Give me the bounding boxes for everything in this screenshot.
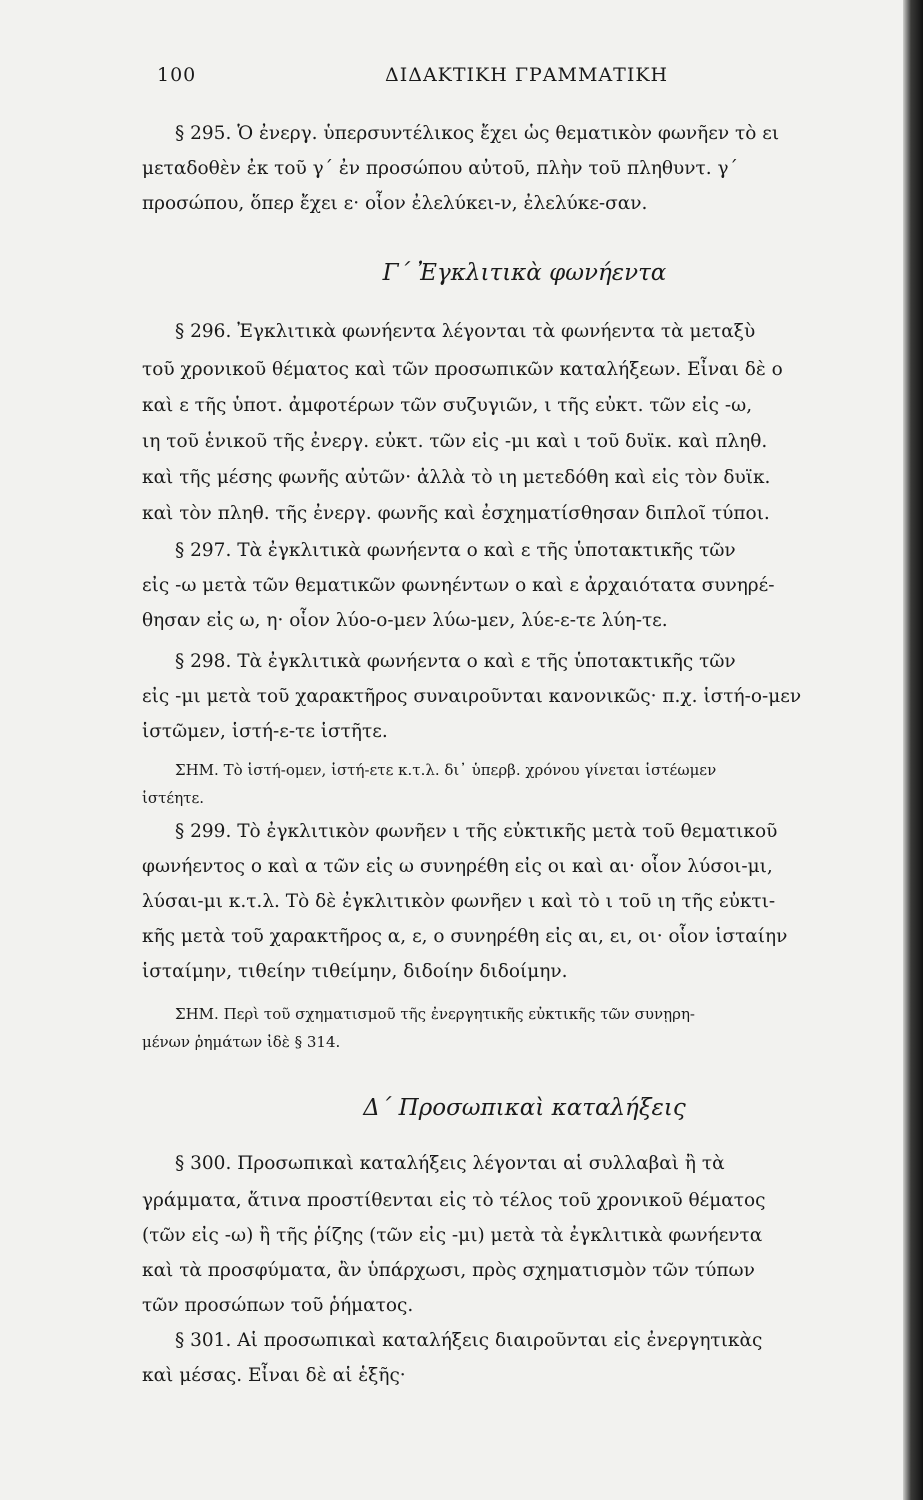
text-line: § 300. Προσωπικαὶ καταλήξεις λέγονται αἱ συλλαβαὶ ἢ τὰ (175, 1153, 725, 1174)
text-line: § 295. Ὁ ἐνεργ. ὑπερσυντέλικος ἔχει ὡς θεματικὸν φωνῆεν τὸ ει (175, 123, 780, 144)
text-line: ιη τοῦ ἑνικοῦ τῆς ἐνεργ. εὐκτ. τῶν εἰς -μι καὶ ι τοῦ δυϊκ. καὶ πληθ. (142, 431, 768, 452)
text-line: (τῶν εἰς -ω) ἢ τῆς ῥίζης (τῶν εἰς -μι) μετὰ τὰ ἐγκλιτικὰ φωνήεντα (142, 1225, 763, 1246)
text-line: φωνήεντος ο καὶ α τῶν εἰς ω συνηρέθη εἰς οι καὶ αι· οἷον λύσοι-μι, (142, 856, 773, 877)
page-number: 100 (157, 64, 197, 86)
text-line: καὶ μέσας. Εἶναι δὲ αἱ ἑξῆς· (142, 1365, 406, 1386)
section-heading-gamma: Γ΄ Ἐγκλιτικὰ φωνήεντα (382, 260, 667, 286)
text-line: ἱσταίμην, τιθείην τιθείμην, διδοίην διδοίμην. (142, 961, 568, 982)
text-line: κῆς μετὰ τοῦ χαρακτῆρος α, ε, ο συνηρέθη εἰς αι, ει, οι· οἷον ἱσταίην (142, 926, 788, 947)
text-line: ἱστῶμεν, ἱστή-ε-τε ἱστῆτε. (142, 721, 388, 742)
note-line: μένων ῥημάτων ἰδὲ § 314. (142, 1033, 341, 1051)
text-line: εἰς -ω μετὰ τῶν θεματικῶν φωνηέντων ο καὶ ε ἀρχαιότατα συνηρέ- (142, 575, 775, 596)
text-line: θησαν εἰς ω, η· οἷον λύο-ο-μεν λύω-μεν, λύε-ε-τε λύη-τε. (142, 610, 668, 631)
text-line: τοῦ χρονικοῦ θέματος καὶ τῶν προσωπικῶν καταλήξεων. Εἶναι δὲ ο (142, 359, 783, 380)
text-line: εἰς -μι μετὰ τοῦ χαρακτῆρος συναιροῦνται κανονικῶς· π.χ. ἱστή-ο-μεν (142, 686, 802, 707)
text-line: τῶν προσώπων τοῦ ῥήματος. (142, 1295, 414, 1316)
text-line: καὶ τὰ προσφύματα, ἂν ὑπάρχωσι, πρὸς σχηματισμὸν τῶν τύπων (142, 1260, 755, 1281)
text-line: § 298. Τὰ ἐγκλιτικὰ φωνήεντα ο καὶ ε τῆς ὑποτακτικῆς τῶν (175, 651, 736, 672)
note-line: ἱστέητε. (142, 789, 205, 807)
text-line: μεταδοθὲν ἐκ τοῦ γ΄ ἐν προσώπου αὐτοῦ, πλὴν τοῦ πληθυντ. γ΄ (142, 158, 738, 179)
text-line: καὶ τὸν πληθ. τῆς ἐνεργ. φωνῆς καὶ ἐσχηματίσθησαν διπλοῖ τύποι. (142, 503, 770, 524)
note-line: ΣΗΜ. Περὶ τοῦ σχηματισμοῦ τῆς ἐνεργητικῆς εὐκτικῆς τῶν συνῃρη- (175, 1005, 695, 1023)
text-line: γράμματα, ἅτινα προστίθενται εἰς τὸ τέλος τοῦ χρονικοῦ θέματος (142, 1190, 766, 1211)
running-title: ΔΙΔΑΚΤΙΚΗ ΓΡΑΜΜΑΤΙΚΗ (385, 64, 669, 86)
section-heading-delta: Δ΄ Προσωπικαὶ καταλήξεις (363, 1095, 686, 1121)
text-line: § 297. Τὰ ἐγκλιτικὰ φωνήεντα ο καὶ ε τῆς ὑποτακτικῆς τῶν (175, 540, 736, 561)
note-line: ΣΗΜ. Τὸ ἱστή-ομεν, ἱστή-ετε κ.τ.λ. δι᾽ ὑπερβ. χρόνου γίνεται ἱστέωμεν (175, 761, 717, 779)
text-line: § 301. Αἱ προσωπικαὶ καταλήξεις διαιροῦνται εἰς ἐνεργητικὰς (175, 1330, 763, 1351)
page-edge-shadow (903, 0, 923, 1500)
text-line: § 296. Ἐγκλιτικὰ φωνήεντα λέγονται τὰ φωνήεντα τὰ μεταξὺ (175, 321, 756, 342)
text-line: καὶ τῆς μέσης φωνῆς αὐτῶν· ἀλλὰ τὸ ιη μετεδόθη καὶ εἰς τὸν δυϊκ. (142, 467, 771, 488)
page-header (157, 64, 717, 100)
text-line: προσώπου, ὅπερ ἔχει ε· οἷον ἐλελύκει-ν, ἐλελύκε-σαν. (142, 193, 648, 214)
text-line: καὶ ε τῆς ὑποτ. ἀμφοτέρων τῶν συζυγιῶν, ι τῆς εὐκτ. τῶν εἰς -ω, (142, 395, 753, 416)
text-line: § 299. Τὸ ἐγκλιτικὸν φωνῆεν ι τῆς εὐκτικῆς μετὰ τοῦ θεματικοῦ (175, 821, 778, 842)
text-line: λύσαι-μι κ.τ.λ. Τὸ δὲ ἐγκλιτικὸν φωνῆεν ι καὶ τὸ ι τοῦ ιη τῆς εὐκτι- (142, 891, 776, 912)
